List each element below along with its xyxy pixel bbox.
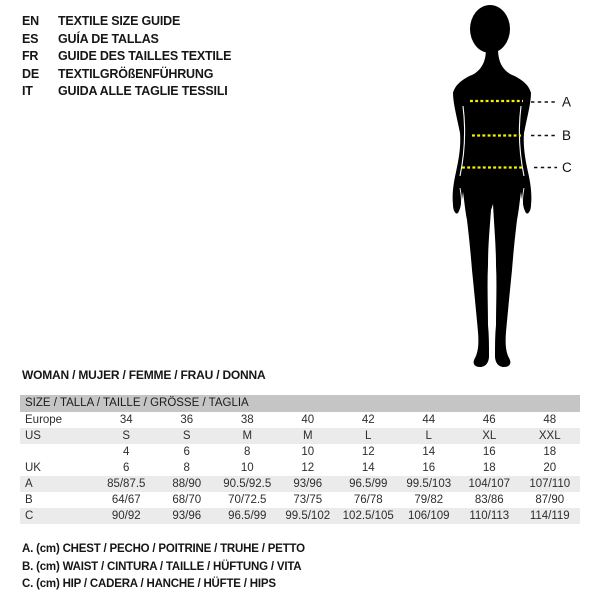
cell: 42 [361, 414, 375, 426]
cell: 64/67 [111, 494, 141, 506]
cell: 88/90 [172, 478, 202, 490]
cell: 114/119 [529, 510, 570, 522]
cell: 6 [123, 462, 130, 474]
table-row-europe [20, 412, 580, 428]
section-title-woman: WOMAN / MUJER / FEMME / FRAU / DONNA [22, 368, 266, 382]
lang-code: EN [22, 14, 39, 28]
marker-label-a: A [562, 94, 572, 110]
cell: 46 [482, 414, 496, 426]
cell: 12 [301, 462, 315, 474]
silhouette-body [453, 48, 532, 367]
cell: 4 [123, 446, 130, 458]
cell: 10 [240, 462, 254, 474]
row-label [20, 444, 96, 460]
lang-code: FR [22, 49, 39, 64]
cell: 79/82 [414, 494, 444, 506]
language-title-list [22, 13, 231, 101]
row-label: C [25, 510, 34, 522]
cell: L [425, 430, 432, 442]
row-label: A [25, 478, 33, 490]
cell: L [365, 430, 372, 442]
lang-label: GUÍA DE TALLAS [58, 31, 159, 46]
cell: 20 [543, 462, 557, 474]
cell: S [182, 430, 191, 442]
cell: 38 [240, 414, 254, 426]
cell: 110/113 [469, 510, 510, 522]
cell: 14 [422, 446, 436, 458]
cell: XXL [538, 430, 561, 442]
woman-silhouette-figure [400, 0, 600, 380]
cell: 90/92 [111, 510, 141, 522]
lang-line-es [22, 31, 231, 49]
cell: 96.5/99 [349, 478, 388, 490]
lang-line-fr [22, 48, 231, 66]
marker-label-b: B [562, 128, 572, 143]
cell: 99.5/102 [285, 510, 331, 522]
legend-line-a: A. (cm) CHEST / PECHO / POITRINE / TRUHE / PETTO [22, 543, 305, 555]
cell: M [242, 430, 253, 442]
row-label: Europe [25, 414, 63, 426]
cell: 106/109 [407, 510, 450, 522]
cell: 87/90 [535, 494, 565, 506]
cell: 93/96 [172, 510, 202, 522]
cell: 6 [183, 446, 190, 458]
cell: S [122, 430, 131, 442]
cell: 99.5/103 [406, 478, 452, 490]
marker-label-c: C [562, 160, 572, 175]
table-row-hip-c [20, 508, 580, 524]
cell: 36 [180, 414, 194, 426]
table-row-chest-a [20, 476, 580, 492]
size-table [20, 395, 580, 524]
silhouette-head [470, 5, 510, 53]
legend-line-b: B. (cm) WAIST / CINTURA / TAILLE / HÜFTUNG / VITA [22, 560, 302, 573]
lang-label: TEXTILGRÖßENFÜHRUNG [58, 66, 214, 81]
measurement-legend [22, 541, 305, 594]
cell: 10 [301, 446, 315, 458]
lang-label: GUIDA ALLE TAGLIE TESSILI [58, 84, 228, 99]
lang-label: TEXTILE SIZE GUIDE [58, 14, 181, 28]
cell: 8 [183, 462, 190, 474]
cell: 73/75 [293, 494, 323, 506]
cell: 93/96 [293, 478, 323, 490]
lang-line-it [22, 83, 231, 101]
cell: 104/107 [468, 478, 511, 490]
cell: 48 [543, 414, 557, 426]
cell: 68/70 [172, 494, 202, 506]
cell: 83/86 [474, 494, 504, 506]
cell: 107/110 [529, 478, 571, 490]
legend-line-c: C. (cm) HIP / CADERA / HANCHE / HÜFTE / HIPS [22, 578, 276, 591]
cell: 90.5/92.5 [223, 478, 272, 490]
size-table-header: SIZE / TALLA / TAILLE / GRÖSSE / TAGLIA [20, 395, 580, 412]
lang-code: IT [22, 84, 33, 99]
table-row-us [20, 428, 580, 444]
cell: 8 [244, 446, 251, 458]
cell: 76/78 [353, 494, 383, 506]
row-label: B [25, 494, 33, 506]
cell: 18 [482, 462, 496, 474]
lang-line-en [22, 13, 231, 31]
cell: 70/72.5 [228, 494, 267, 506]
cell: 40 [301, 414, 315, 426]
cell: M [302, 430, 313, 442]
table-row-uk [20, 460, 580, 476]
cell: 16 [422, 462, 436, 474]
cell: 18 [543, 446, 557, 458]
cell: 44 [422, 414, 436, 426]
lang-code: DE [22, 66, 39, 81]
cell: 12 [361, 446, 375, 458]
cell: 96.5/99 [228, 510, 267, 522]
cell: 16 [482, 446, 496, 458]
cell: 102.5/105 [342, 510, 394, 522]
cell: XL [482, 430, 497, 442]
cell: 34 [119, 414, 133, 426]
lang-label: GUIDE DES TAILLES TEXTILE [58, 49, 232, 64]
lang-line-de [22, 66, 231, 84]
table-row-waist-b [20, 492, 580, 508]
row-label: UK [25, 462, 41, 474]
row-label: US [25, 430, 41, 442]
lang-code: ES [22, 31, 39, 46]
table-row-us-numeric [20, 444, 580, 460]
cell: 85/87.5 [107, 478, 146, 490]
cell: 14 [361, 462, 375, 474]
